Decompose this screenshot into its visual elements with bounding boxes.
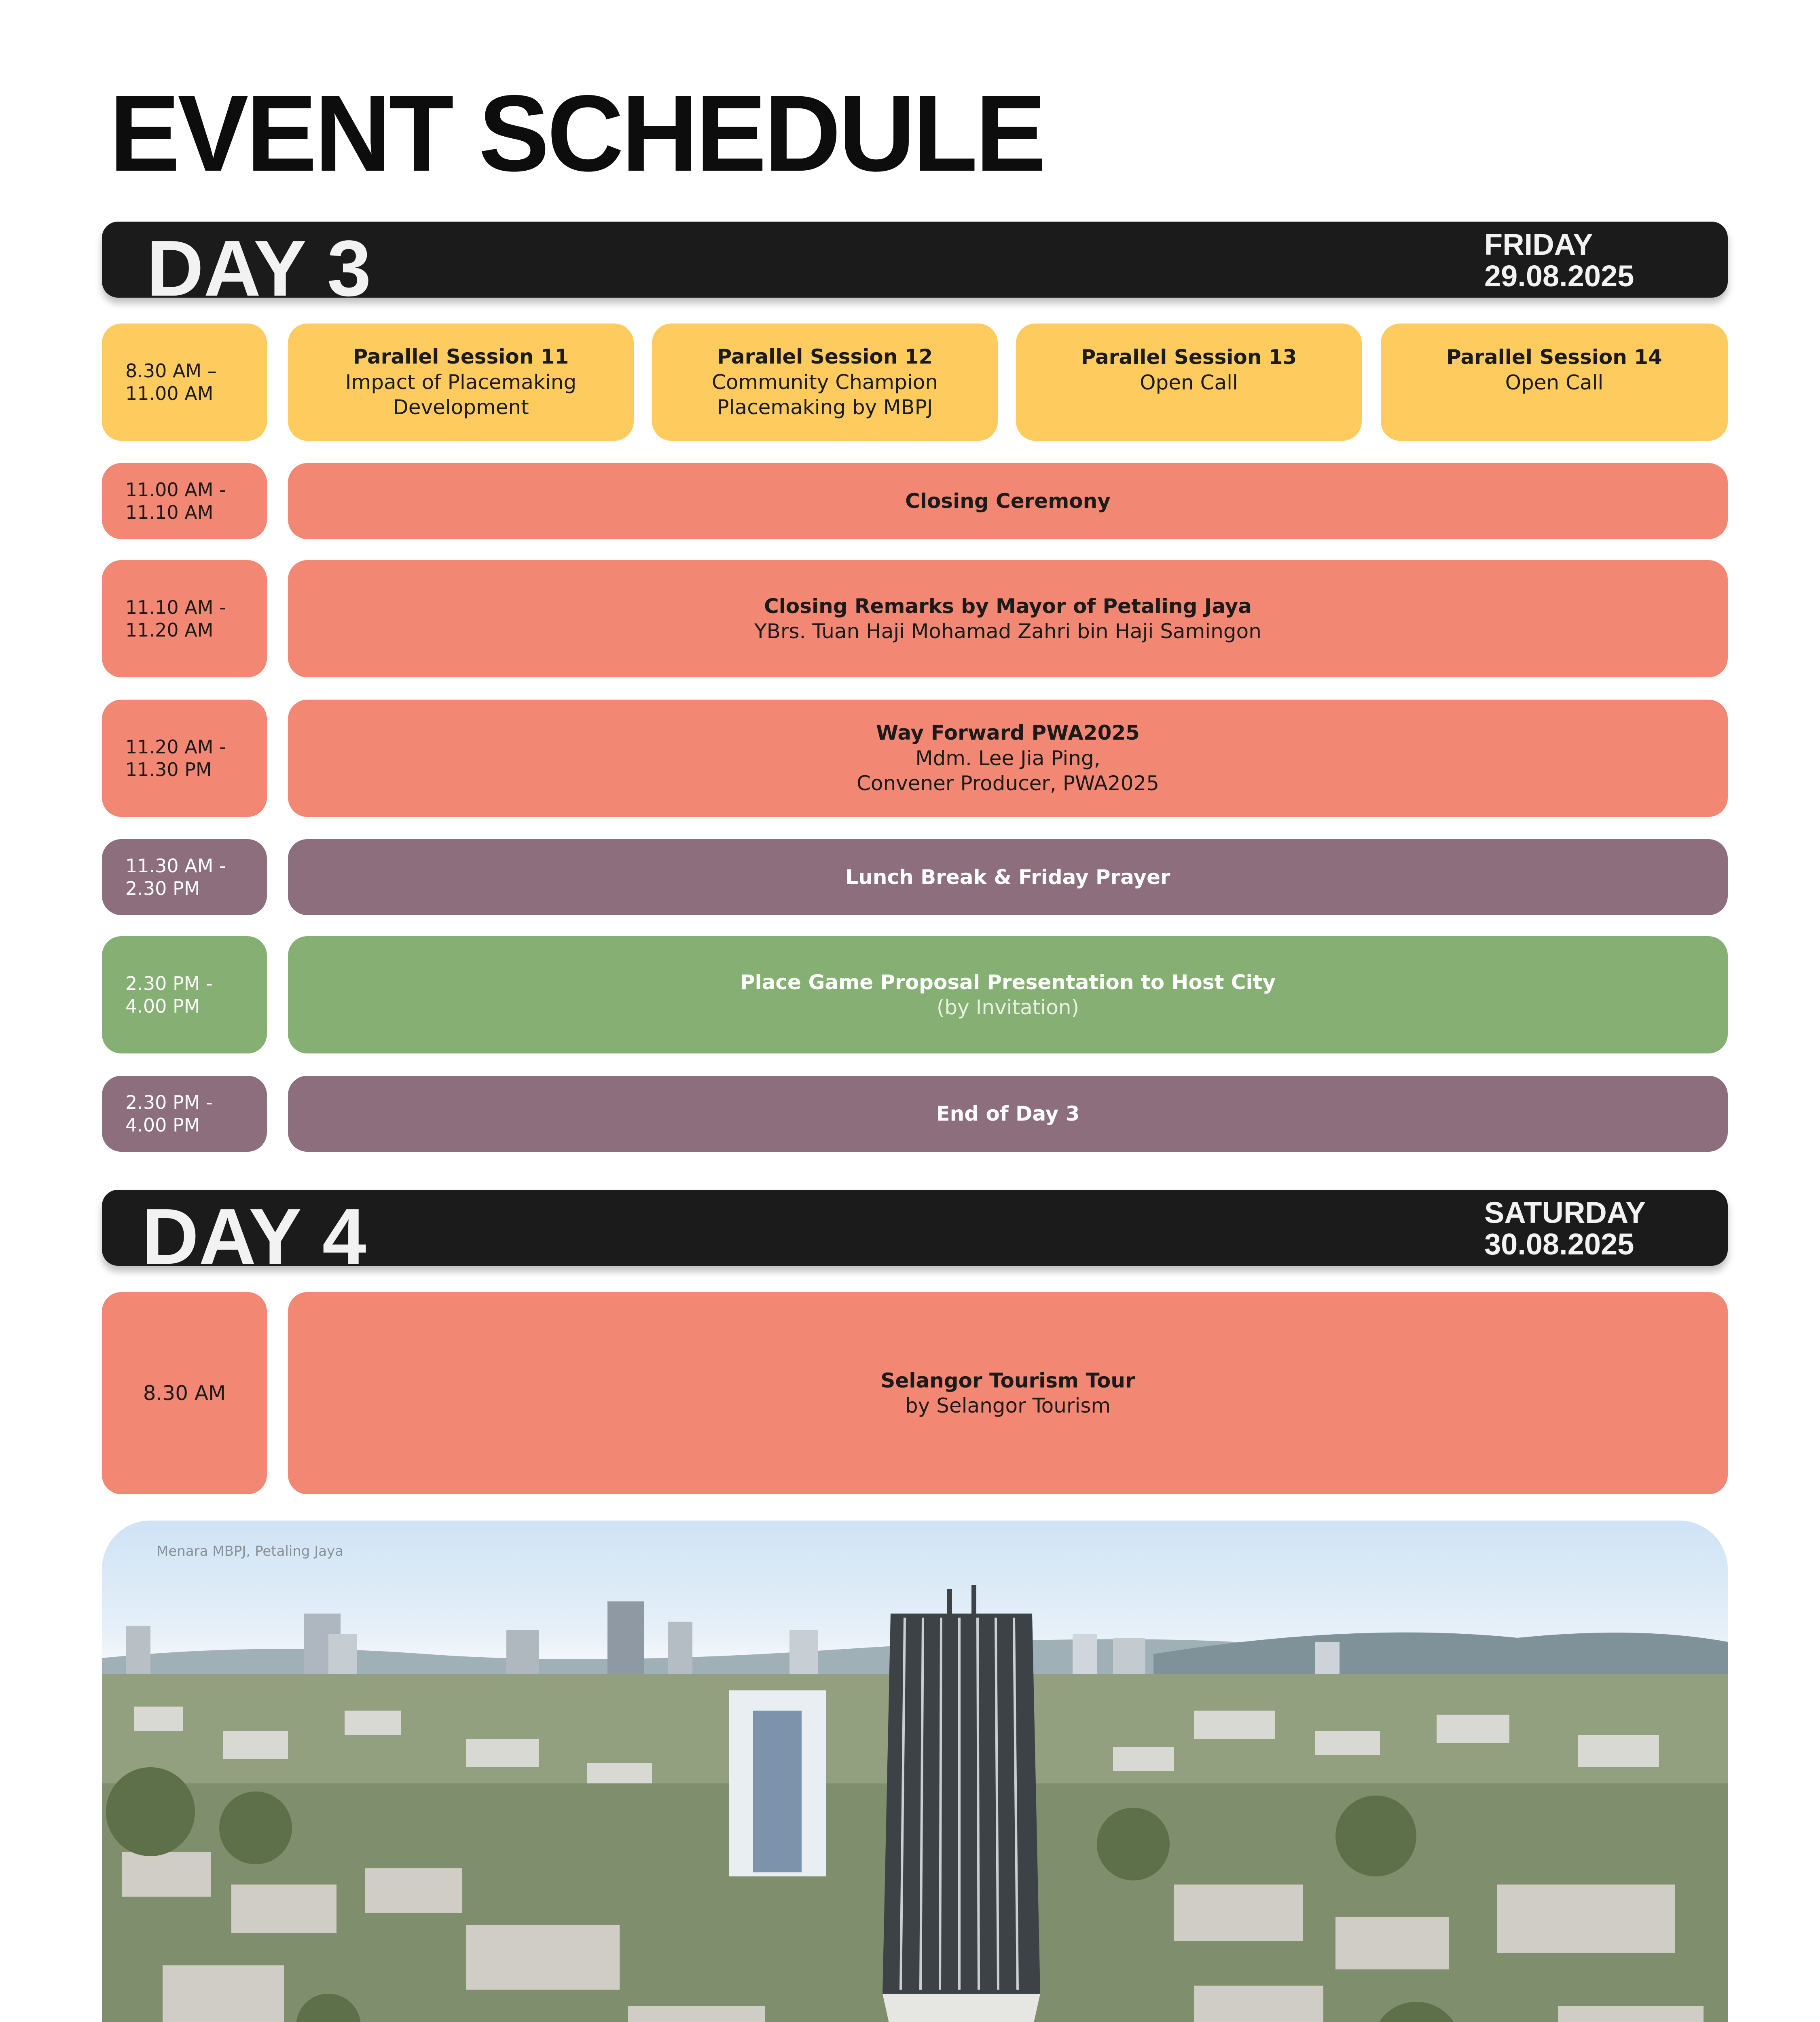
event-line: Mdm. Lee Jia Ping,	[915, 746, 1100, 770]
event-card[interactable]	[288, 936, 1728, 1053]
day4-date-block	[1484, 1197, 1646, 1260]
event-card[interactable]	[288, 700, 1728, 817]
day4-label: DAY 4	[142, 1192, 366, 1281]
event-title: Place Game Proposal Presentation to Host City	[740, 970, 1276, 994]
time-end: 2.30 PM	[125, 878, 200, 899]
page-title: EVENT SCHEDULE	[109, 72, 1044, 194]
time-start: 2.30 PM -	[125, 972, 213, 994]
event-line: Convener Producer, PWA2025	[856, 772, 1160, 795]
photo-caption: Menara MBPJ, Petaling Jaya	[157, 1543, 344, 1559]
time-slot	[102, 700, 267, 817]
time-start: 2.30 PM -	[125, 1091, 213, 1113]
time-start: 8.30 AM	[143, 1381, 226, 1405]
day4-header	[102, 1190, 1728, 1281]
day3-header	[102, 222, 1728, 313]
session-title: Parallel Session 13	[1081, 345, 1297, 369]
day3-date: 29.08.2025	[1484, 259, 1634, 293]
event-title: Way Forward PWA2025	[876, 721, 1140, 745]
time-slot	[102, 839, 267, 915]
event-card[interactable]	[288, 463, 1728, 539]
event-card[interactable]	[288, 839, 1728, 915]
session-line: Open Call	[1140, 370, 1238, 394]
session-card[interactable]	[1381, 324, 1728, 441]
time-end: 4.00 PM	[125, 995, 200, 1017]
city-skyline-illustration	[102, 1521, 1728, 2022]
session-title: Parallel Session 14	[1446, 345, 1662, 369]
day4-weekday: SATURDAY	[1484, 1196, 1646, 1229]
session-title: Parallel Session 12	[717, 345, 933, 369]
time-end: 11.30 PM	[125, 759, 212, 780]
time-end: 4.00 PM	[125, 1114, 200, 1136]
session-card[interactable]	[652, 324, 998, 441]
session-line: Placemaking by MBPJ	[717, 396, 933, 419]
day3-label: DAY 3	[146, 224, 371, 313]
time-end: 11.20 AM	[125, 619, 214, 641]
event-line: (by Invitation)	[936, 996, 1079, 1019]
day3-weekday: FRIDAY	[1484, 228, 1593, 261]
time-slot	[102, 1292, 267, 1494]
event-card[interactable]	[288, 560, 1728, 677]
time-slot	[102, 324, 267, 441]
session-line: Impact of Placemaking	[345, 370, 577, 394]
time-start: 8.30 AM –	[125, 360, 217, 382]
event-line: by Selangor Tourism	[905, 1394, 1111, 1417]
day4-date: 30.08.2025	[1484, 1227, 1634, 1261]
session-line: Community Champion	[711, 370, 938, 394]
event-title: Lunch Break & Friday Prayer	[845, 865, 1170, 889]
event-line: YBrs. Tuan Haji Mohamad Zahri bin Haji Samingon	[754, 620, 1261, 643]
event-card[interactable]	[288, 1292, 1728, 1494]
session-line: Development	[393, 396, 529, 419]
time-slot	[102, 1076, 267, 1152]
time-start: 11.00 AM -	[125, 478, 226, 501]
event-title: Selangor Tourism Tour	[880, 1368, 1135, 1392]
session-card[interactable]	[288, 324, 634, 441]
session-line: Open Call	[1505, 370, 1604, 394]
session-card[interactable]	[1016, 324, 1362, 441]
time-start: 11.20 AM -	[125, 736, 226, 758]
time-end: 11.10 AM	[125, 501, 214, 523]
event-title: End of Day 3	[936, 1102, 1080, 1125]
time-start: 11.30 AM -	[125, 854, 226, 877]
event-title: Closing Remarks by Mayor of Petaling Jaya	[764, 594, 1252, 618]
time-slot	[102, 936, 267, 1053]
event-title: Closing Ceremony	[905, 489, 1111, 513]
event-card[interactable]	[288, 1076, 1728, 1152]
time-start: 11.10 AM -	[125, 596, 226, 618]
time-slot	[102, 463, 267, 539]
time-end: 11.00 AM	[125, 383, 214, 404]
city-photo	[102, 1521, 1728, 2022]
session-title: Parallel Session 11	[353, 345, 569, 369]
time-slot	[102, 560, 267, 677]
day3-date-block	[1484, 229, 1634, 292]
